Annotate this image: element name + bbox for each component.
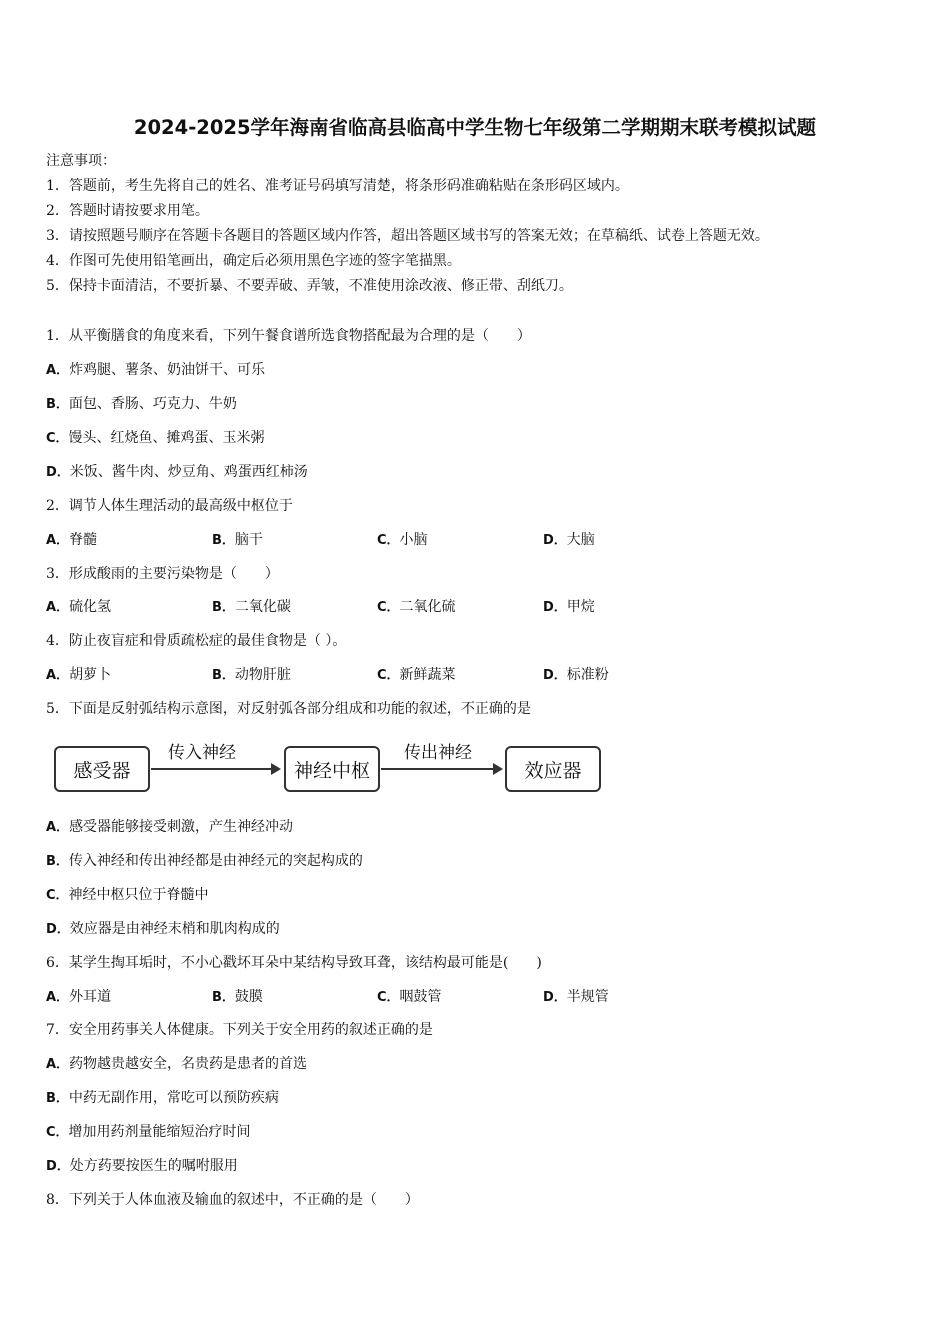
option-text: 小脑 (399, 532, 428, 548)
arrow-2 (381, 768, 501, 770)
option (46, 531, 97, 550)
option-label: D． (543, 600, 567, 615)
option-text: 胡萝卜 (69, 667, 112, 683)
option-text: 炸鸡腿、薯条、奶油饼干、可乐 (69, 362, 266, 378)
option-label: A． (46, 533, 70, 548)
option (46, 988, 111, 1007)
option-label: C． (46, 431, 69, 446)
question-stem: 3．形成酸雨的主要污染物是（ ） (46, 566, 279, 582)
efferent-nerve-label: 传出神经 (404, 743, 472, 763)
option-label: B． (212, 533, 235, 548)
option (212, 666, 291, 685)
option-label: A． (46, 990, 70, 1005)
option-label: A． (46, 600, 70, 615)
option (46, 1123, 251, 1142)
question-stem: 4．防止夜盲症和骨质疏松症的最佳食物是（ ）。 (46, 633, 347, 649)
notice-item: 3．请按照题号顺序在答题卡各题目的答题区域内作答，超出答题区域书写的答案无效；在草稿纸、试卷上答题无效。 (46, 228, 769, 244)
option-label: B． (46, 1091, 69, 1106)
option (46, 818, 293, 837)
option (46, 463, 308, 482)
option-text: 效应器是由神经末梢和肌肉构成的 (69, 921, 280, 937)
option (46, 886, 209, 905)
option (46, 920, 280, 939)
receptor-box: 感受器 (54, 746, 150, 792)
option (212, 531, 263, 550)
option-text: 鼓膜 (234, 989, 263, 1005)
option-label: B． (212, 990, 235, 1005)
question-stem: 2．调节人体生理活动的最高级中枢位于 (46, 498, 293, 514)
option (543, 666, 609, 685)
question-stem: 8．下列关于人体血液及输血的叙述中，不正确的是（ ） (46, 1192, 419, 1208)
option (46, 395, 237, 414)
option (46, 666, 111, 685)
option-text: 半规管 (566, 989, 609, 1005)
option-text: 处方药要按医生的嘱咐服用 (69, 1158, 238, 1174)
option (543, 598, 595, 617)
question-stem: 6．某学生掏耳垢时，不小心戳坏耳朵中某结构导致耳聋，该结构最可能是( ) (46, 955, 542, 971)
option (377, 988, 442, 1007)
option-label: A． (46, 668, 70, 683)
option-label: B． (212, 668, 235, 683)
notice-heading: 注意事项： (46, 153, 116, 169)
effector-box: 效应器 (505, 746, 601, 792)
option-text: 动物肝脏 (234, 667, 291, 683)
option (543, 988, 609, 1007)
option-text: 面包、香肠、巧克力、牛奶 (68, 396, 237, 412)
option-label: A． (46, 820, 70, 835)
option-label: D． (46, 465, 70, 480)
option-label: B． (212, 600, 235, 615)
option-text: 二氧化硫 (399, 599, 456, 615)
option-label: C． (46, 888, 69, 903)
option (46, 429, 265, 448)
arrow-1 (151, 768, 279, 770)
option-label: B． (46, 397, 69, 412)
option (212, 598, 291, 617)
option-text: 增加用药剂量能缩短治疗时间 (68, 1124, 251, 1140)
option (377, 598, 456, 617)
option-text: 硫化氢 (69, 599, 112, 615)
option-text: 标准粉 (566, 667, 609, 683)
afferent-nerve-label: 传入神经 (168, 743, 236, 763)
option-label: D． (46, 1159, 70, 1174)
option-text: 甲烷 (566, 599, 595, 615)
option-text: 二氧化碳 (234, 599, 291, 615)
option-label: C． (46, 1125, 69, 1140)
notice-item: 1．答题前，考生先将自己的姓名、准考证号码填写清楚，将条形码准确粘贴在条形码区域内。 (46, 178, 629, 194)
option-text: 药物越贵越安全，名贵药是患者的首选 (69, 1056, 308, 1072)
page-title: 2024-2025学年海南省临高县临高中学生物七年级第二学期期末联考模拟试题 (133, 116, 817, 139)
option-label: C． (377, 600, 400, 615)
option-text: 外耳道 (69, 989, 112, 1005)
option-label: D． (543, 533, 567, 548)
option-label: D． (543, 668, 567, 683)
option-text: 馒头、红烧鱼、摊鸡蛋、玉米粥 (68, 430, 265, 446)
option-label: A． (46, 363, 70, 378)
option (212, 988, 263, 1007)
option-text: 米饭、酱牛肉、炒豆角、鸡蛋西红柿汤 (69, 464, 308, 480)
option-label: C． (377, 990, 400, 1005)
option-label: A． (46, 1057, 70, 1072)
option-text: 大脑 (566, 532, 595, 548)
option (46, 361, 265, 380)
reflex-arc-diagram (54, 736, 614, 802)
option (46, 1157, 238, 1176)
option-text: 脑干 (234, 532, 263, 548)
option-label: D． (543, 990, 567, 1005)
nerve-center-box: 神经中枢 (284, 746, 380, 792)
option-text: 神经中枢只位于脊髓中 (68, 887, 209, 903)
option-text: 传入神经和传出神经都是由神经元的突起构成的 (68, 853, 363, 869)
question-stem: 7．安全用药事关人体健康。下列关于安全用药的叙述正确的是 (46, 1022, 433, 1038)
option (377, 531, 428, 550)
notice-item: 4．作图可先使用铅笔画出，确定后必须用黑色字迹的签字笔描黑。 (46, 253, 461, 269)
option-label: B． (46, 854, 69, 869)
question-stem: 5．下面是反射弧结构示意图，对反射弧各部分组成和功能的叙述，不正确的是 (46, 701, 531, 717)
option (46, 1089, 279, 1108)
option-text: 脊髓 (69, 532, 98, 548)
option-text: 咽鼓管 (399, 989, 442, 1005)
option (46, 1055, 307, 1074)
option-text: 新鲜蔬菜 (399, 667, 456, 683)
option-label: D． (46, 922, 70, 937)
option (377, 666, 456, 685)
option (46, 598, 111, 617)
option (46, 852, 363, 871)
notice-item: 5．保持卡面清洁，不要折暴、不要弄破、弄皱，不准使用涂改液、修正带、刮纸刀。 (46, 278, 573, 294)
option-text: 感受器能够接受刺激，产生神经冲动 (69, 819, 294, 835)
option-label: C． (377, 668, 400, 683)
notice-item: 2．答题时请按要求用笔。 (46, 203, 209, 219)
option-text: 中药无副作用，常吃可以预防疾病 (68, 1090, 279, 1106)
option-label: C． (377, 533, 400, 548)
option (543, 531, 595, 550)
question-stem: 1．从平衡膳食的角度来看，下列午餐食谱所选食物搭配最为合理的是（ ） (46, 328, 531, 344)
